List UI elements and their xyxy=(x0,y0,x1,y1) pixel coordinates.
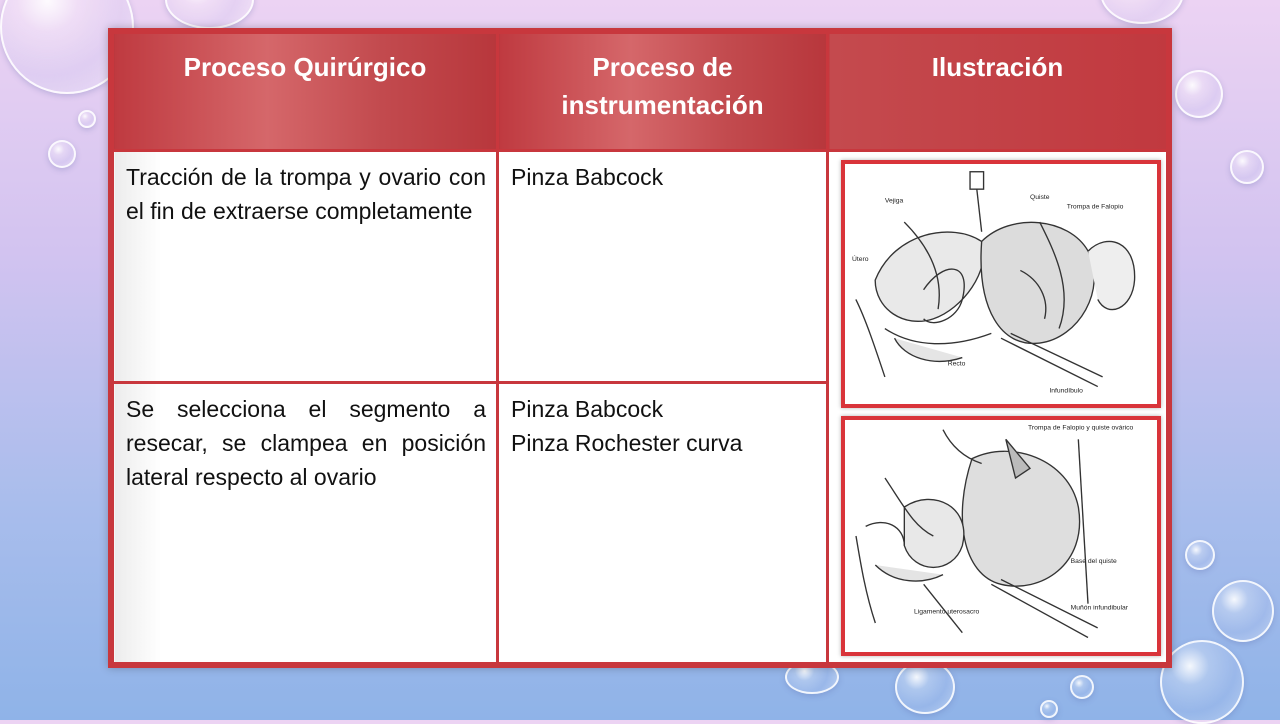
anatomy-drawing-1 xyxy=(845,164,1157,404)
bubble-decoration xyxy=(1100,0,1184,24)
label-ligamento: Ligamento uterosacro xyxy=(914,608,980,616)
bubble-decoration xyxy=(1040,700,1058,718)
bubble-decoration xyxy=(895,660,955,714)
instrument-item: Pinza Babcock xyxy=(511,396,664,422)
table-row xyxy=(113,151,1168,383)
illustration-ovary-traction xyxy=(841,160,1161,408)
label-vejiga: Vejiga xyxy=(884,197,904,205)
label-infundibulo: Infundíbulo xyxy=(1049,387,1083,395)
header-instrumentation-process: Proceso de instrumentación xyxy=(498,33,828,151)
bubble-decoration xyxy=(1185,540,1215,570)
label-trompa: Trompa de Falopio xyxy=(1066,203,1124,211)
anatomy-drawing-2 xyxy=(845,420,1157,652)
table-header-row xyxy=(113,33,1168,151)
bubble-decoration xyxy=(48,140,76,168)
bubble-decoration xyxy=(165,0,254,29)
bubble-decoration xyxy=(1230,150,1264,184)
illustration-cell xyxy=(828,151,1168,664)
label-trompa-quiste: Trompa de Falopio y quiste ovárico xyxy=(1028,424,1134,432)
instrument-item: Pinza Rochester curva xyxy=(511,430,743,456)
instrument-item: Pinza Babcock xyxy=(511,164,664,190)
header-illustration: Ilustración xyxy=(828,33,1168,151)
label-quiste: Quiste xyxy=(1030,193,1050,201)
instruments-cell xyxy=(498,383,828,664)
illustration-segment-clamp xyxy=(841,416,1161,656)
bubble-decoration xyxy=(1070,675,1094,699)
bubble-decoration xyxy=(1212,580,1274,642)
label-munon: Muñón infundibular xyxy=(1070,604,1129,612)
label-utero: Útero xyxy=(851,255,869,263)
label-recto: Recto xyxy=(947,360,966,368)
bubble-decoration xyxy=(1160,640,1244,724)
header-surgical-process: Proceso Quirúrgico xyxy=(113,33,498,151)
surgical-process-table xyxy=(108,28,1172,668)
procedure-cell: Tracción de la trompa y ovario con el fin de extraerse completamente xyxy=(113,151,498,383)
instruments-cell xyxy=(498,151,828,383)
procedure-cell: Se selecciona el segmento a resecar, se clampea en posición lateral respecto al ovario xyxy=(113,383,498,664)
bubble-decoration xyxy=(78,110,96,128)
label-base-quiste: Base del quiste xyxy=(1070,558,1117,566)
bubble-decoration xyxy=(1175,70,1223,118)
